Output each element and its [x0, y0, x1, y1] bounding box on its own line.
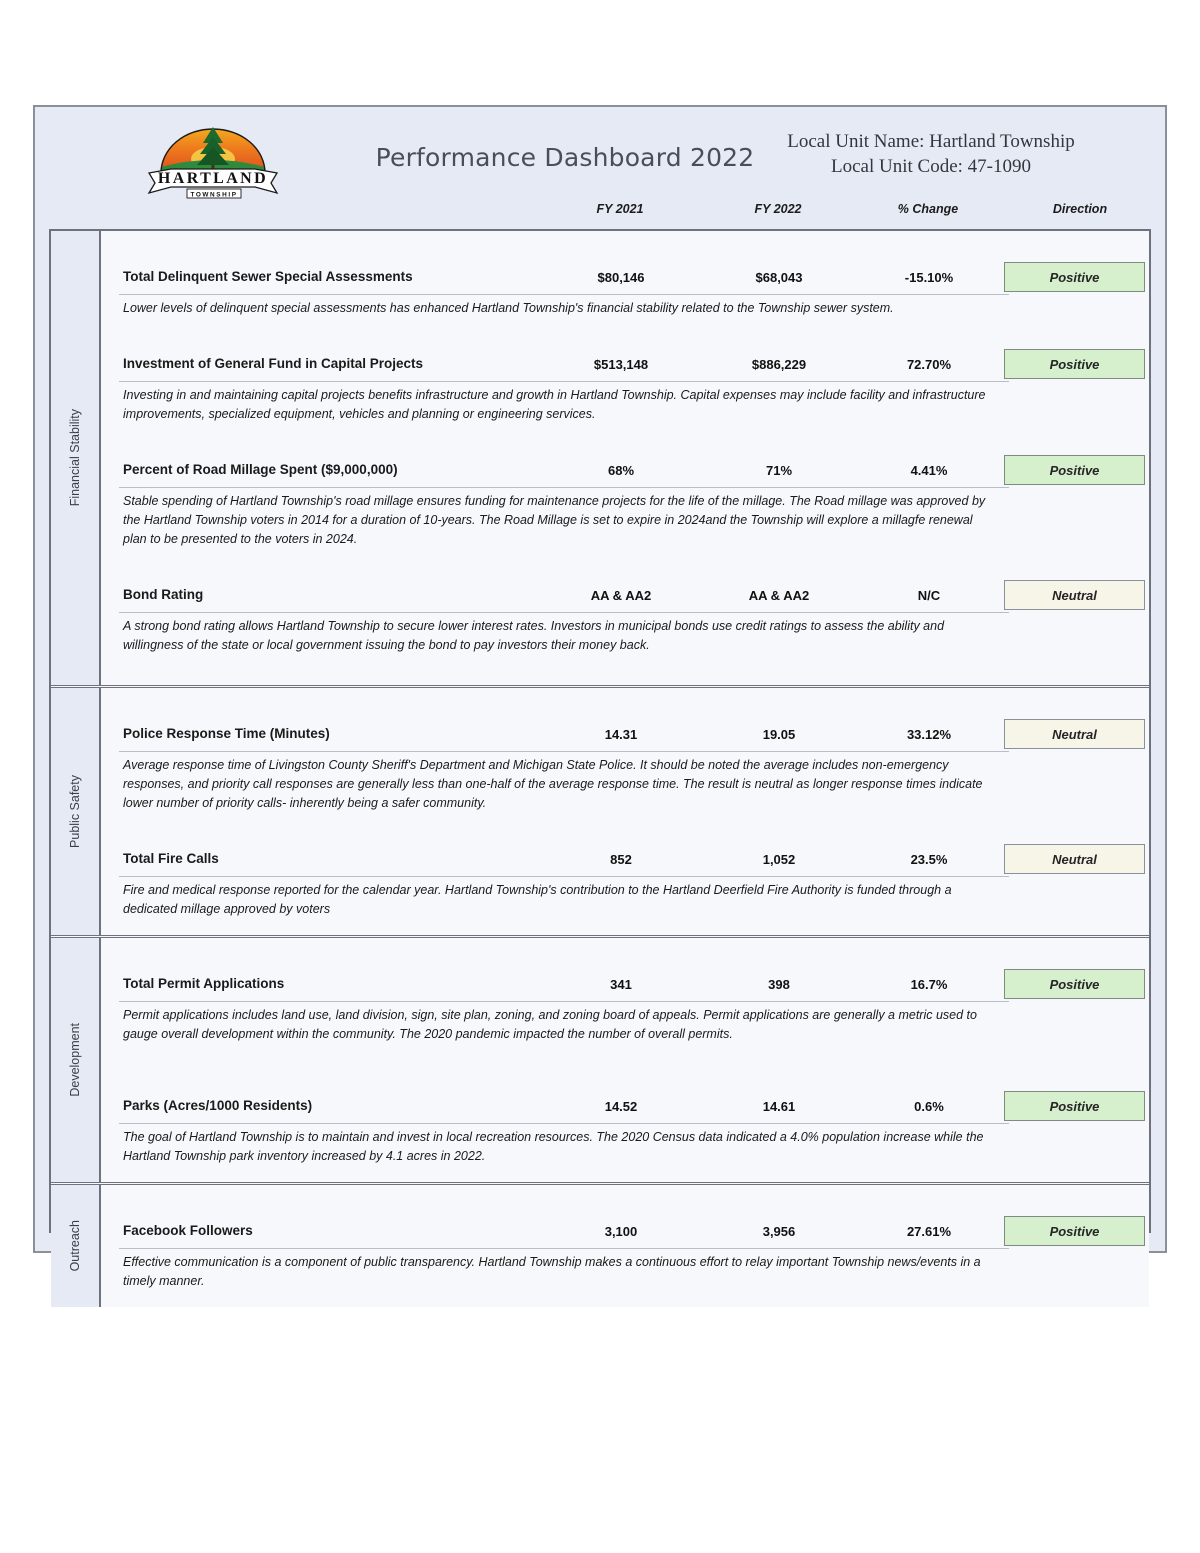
- metric-value-fy2022: 398: [768, 977, 790, 992]
- metric-name: Percent of Road Millage Spent ($9,000,000): [123, 462, 398, 477]
- status-badge: Positive: [1004, 1216, 1145, 1246]
- section-outreach: [51, 1185, 1149, 1307]
- metric-description: Average response time of Livingston County Sheriff's Department and Michigan State Police. It should be noted the average includes non-emergency responses, and priority call responses are generally less than one-half of the average response time. The result is neutral as longer response times indicate lower number of priority calls- inherently being a safer community.: [123, 758, 983, 810]
- metric-divider: [119, 487, 1009, 488]
- metric-row: [101, 718, 1149, 813]
- metric-name: Police Response Time (Minutes): [123, 726, 330, 741]
- metric-description: The goal of Hartland Township is to maintain and invest in local recreation resources. The 2020 Census data indicated a 4.0% population increase while the Hartland Township park inventory increased by 4.1 acres in 2022.: [123, 1130, 984, 1163]
- metric-name: Total Permit Applications: [123, 976, 285, 991]
- page-title: Performance Dashboard 2022: [375, 143, 755, 172]
- metric-value-fy2021: 341: [610, 977, 632, 992]
- metrics-list-development: [101, 938, 1149, 1182]
- metric-value-pct-change: 23.5%: [910, 852, 948, 867]
- metric-row: [101, 843, 1149, 919]
- metric-value-pct-change: 33.12%: [906, 727, 952, 742]
- hartland-township-logo: [143, 123, 283, 201]
- document-header: [35, 107, 1165, 222]
- metric-value-fy2021: $513,148: [593, 357, 649, 372]
- metric-divider: [119, 751, 1009, 752]
- metric-value-pct-change: 27.61%: [906, 1224, 952, 1239]
- status-badge: Positive: [1004, 455, 1145, 485]
- metric-row: [101, 968, 1149, 1044]
- metric-row: [101, 1090, 1149, 1166]
- metrics-list-financial-stability: [101, 231, 1149, 685]
- column-headers: [35, 202, 1165, 226]
- status-badge: Positive: [1004, 349, 1145, 379]
- metric-value-fy2022: 14.61: [762, 1099, 796, 1114]
- column-header-direction: Direction: [1052, 202, 1108, 216]
- local-unit-code: Local Unit Code: 47-1090: [831, 156, 1031, 178]
- status-badge: Neutral: [1004, 719, 1145, 749]
- status-badge: Positive: [1004, 262, 1145, 292]
- metric-value-fy2021: $80,146: [597, 270, 645, 285]
- metric-value-fy2021: AA & AA2: [590, 588, 652, 603]
- metric-value-pct-change: 72.70%: [906, 357, 952, 372]
- metric-value-fy2021: 3,100: [604, 1224, 638, 1239]
- metric-row: [101, 348, 1149, 424]
- category-cell-financial-stability: [51, 231, 101, 685]
- metric-name: Bond Rating: [123, 587, 204, 602]
- section-financial-stability: [51, 231, 1149, 688]
- category-cell-public-safety: [51, 688, 101, 935]
- metric-description: Stable spending of Hartland Township's road millage ensures funding for maintenance projects for the life of the millage. The Road millage was approved by the Hartland Township voters in 2014 for a duration of 10-years. The Road Millage is set to expire in 2024and the Township will explore a millagfe renewal plan to be presented to the voters in 2024.: [123, 494, 986, 546]
- local-unit-info: [731, 129, 1131, 179]
- logo-main-text: HARTLAND: [157, 170, 269, 187]
- status-badge: Positive: [1004, 1091, 1145, 1121]
- metric-name: Total Delinquent Sewer Special Assessments: [123, 269, 413, 284]
- status-badge: Neutral: [1004, 844, 1145, 874]
- category-cell-outreach: [51, 1185, 101, 1307]
- metric-value-fy2021: 68%: [607, 463, 635, 478]
- metric-description: Permit applications includes land use, land division, sign, site plan, zoning, and zoning board of appeals. Permit applications are generally a metric used to gauge overall development within the community. The 2020 pandemic impacted the number of overall permits.: [123, 1008, 977, 1041]
- metric-row: [101, 1215, 1149, 1291]
- category-label-public-safety: Public Safety: [68, 775, 82, 848]
- status-badge: Neutral: [1004, 580, 1145, 610]
- metric-value-fy2022: 1,052: [762, 852, 796, 867]
- category-label-outreach: Outreach: [68, 1220, 82, 1272]
- metric-name: Parks (Acres/1000 Residents): [123, 1098, 313, 1113]
- metric-value-fy2022: AA & AA2: [748, 588, 810, 603]
- metric-value-pct-change: N/C: [917, 588, 941, 603]
- metric-name: Facebook Followers: [123, 1223, 253, 1238]
- local-unit-name: Local Unit Name: Hartland Township: [787, 131, 1075, 152]
- metric-name: Investment of General Fund in Capital Projects: [123, 356, 424, 371]
- metric-value-fy2021: 852: [610, 852, 632, 867]
- metric-value-fy2021: 14.52: [604, 1099, 638, 1114]
- metric-description: Fire and medical response reported for the calendar year. Hartland Township's contribution to the Hartland Deerfield Fire Authority is funded through a dedicated millage approved by voters: [123, 883, 952, 916]
- metric-divider: [119, 1248, 1009, 1249]
- dashboard-page: [33, 105, 1167, 1288]
- metric-value-pct-change: 4.41%: [910, 463, 948, 478]
- column-header-pct-change: % Change: [897, 202, 959, 216]
- metric-value-fy2022: 19.05: [762, 727, 796, 742]
- status-badge: Positive: [1004, 969, 1145, 999]
- metric-row: [101, 579, 1149, 655]
- column-header-fy2022: FY 2022: [754, 202, 802, 216]
- section-development: [51, 938, 1149, 1185]
- metric-value-fy2022: 71%: [765, 463, 793, 478]
- metric-description: Investing in and maintaining capital projects benefits infrastructure and growth in Hartland Township. Capital expenses may include facility and infrastructure improvements, specialized equipment, vehicles and planning or engineering services.: [123, 388, 986, 421]
- category-label-development: Development: [68, 1023, 82, 1097]
- metric-description: A strong bond rating allows Hartland Township to secure lower interest rates. Investors in municipal bonds use credit ratings to assess the ability and willingness of the state or local government issuing the bond to pay investors their money back.: [123, 619, 945, 652]
- metric-value-pct-change: -15.10%: [904, 270, 954, 285]
- metric-divider: [119, 1123, 1009, 1124]
- category-cell-development: [51, 938, 101, 1182]
- metrics-list-public-safety: [101, 688, 1149, 935]
- logo-sub-text: TOWNSHIP: [190, 191, 238, 199]
- section-public-safety: [51, 688, 1149, 938]
- metric-divider: [119, 1001, 1009, 1002]
- metric-divider: [119, 381, 1009, 382]
- metric-divider: [119, 294, 1009, 295]
- metric-value-fy2022: $68,043: [755, 270, 803, 285]
- metrics-list-outreach: [101, 1185, 1149, 1307]
- column-header-fy2021: FY 2021: [596, 202, 644, 216]
- metric-value-fy2021: 14.31: [604, 727, 638, 742]
- metric-value-fy2022: $886,229: [751, 357, 807, 372]
- metric-value-fy2022: 3,956: [762, 1224, 796, 1239]
- metric-divider: [119, 612, 1009, 613]
- category-label-financial-stability: Financial Stability: [68, 409, 82, 507]
- metric-value-pct-change: 0.6%: [914, 1099, 944, 1114]
- dashboard-sections: [49, 229, 1151, 1288]
- metric-name: Total Fire Calls: [123, 851, 219, 866]
- metric-row: [101, 454, 1149, 549]
- metric-description: Lower levels of delinquent special assessments has enhanced Hartland Township's financial stability related to the Township sewer system.: [123, 301, 894, 315]
- metric-divider: [119, 876, 1009, 877]
- metric-row: [101, 261, 1149, 318]
- metric-value-pct-change: 16.7%: [910, 977, 948, 992]
- metric-description: Effective communication is a component of public transparency. Hartland Township makes a continuous effort to relay important Township news/events in a timely manner.: [123, 1255, 981, 1288]
